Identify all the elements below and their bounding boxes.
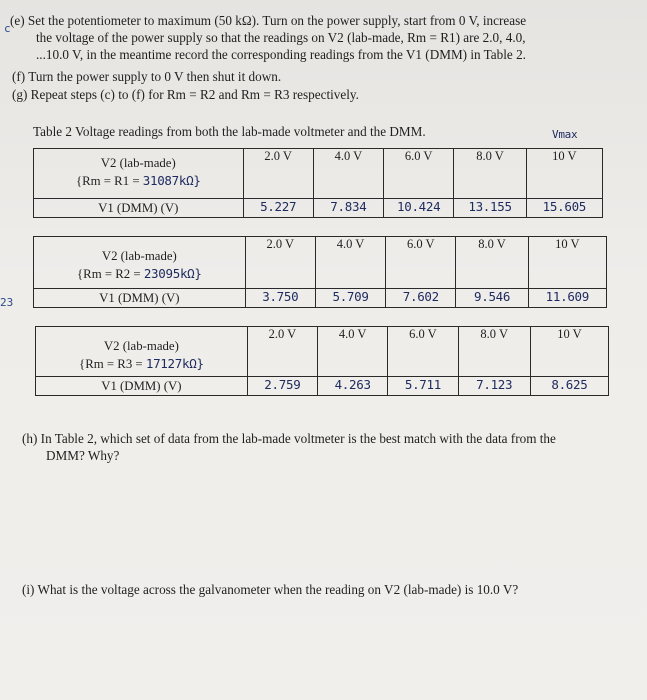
v1-cell: 8.625	[530, 377, 608, 396]
question-i: (i) What is the voltage across the galvanometer when the reading on V2 (lab-made) is 10.0 V?	[22, 582, 519, 597]
v1-cell: 5.711	[388, 377, 458, 396]
voltage-table-r1	[33, 148, 603, 218]
v2-cell: 8.0 V	[456, 237, 528, 289]
v2-cell: 4.0 V	[318, 327, 388, 377]
step-f: (f) Turn the power supply to 0 V then shut it down.	[12, 69, 282, 84]
table-r3-label-cell	[36, 327, 248, 377]
resistance-condition	[34, 172, 243, 190]
condition-printed: {Rm = R3 =	[79, 357, 143, 371]
step-e	[10, 12, 640, 63]
v2-cell: 10 V	[526, 149, 602, 199]
vmax-note: Vmax	[552, 128, 578, 141]
margin-mark-middle: 23	[0, 296, 14, 309]
v1-cell: 3.750	[245, 289, 315, 308]
resistance-condition	[34, 265, 245, 283]
question-h	[22, 430, 642, 464]
v1-cell: 7.123	[458, 377, 530, 396]
table-caption: Table 2 Voltage readings from both the lab-made voltmeter and the DMM.	[33, 124, 426, 139]
v1-cell: 5.709	[315, 289, 385, 308]
v1-cell: 4.263	[318, 377, 388, 396]
row-label-v2: V2 (lab-made)	[103, 339, 179, 353]
resistance-condition	[36, 355, 247, 373]
v1-cell: 2.759	[247, 377, 317, 396]
table-r1-label-cell	[34, 149, 244, 199]
step-e-line3: ...10.0 V, in the meantime record the corresponding readings from the V1 (DMM) in Table 2.	[36, 47, 526, 62]
voltage-table-r2	[33, 236, 607, 308]
step-g: (g) Repeat steps (c) to (f) for Rm = R2 and Rm = R3 respectively.	[12, 87, 359, 102]
v2-cell: 4.0 V	[315, 237, 385, 289]
row-label-v1: V1 (DMM) (V)	[34, 289, 246, 308]
v2-cell: 10 V	[530, 327, 608, 377]
v2-cell: 10 V	[528, 237, 606, 289]
question-h-line2: DMM? Why?	[46, 448, 120, 463]
condition-handwritten: 31087kΩ}	[142, 173, 201, 188]
v1-cell: 15.605	[526, 199, 602, 218]
v1-cell: 7.602	[386, 289, 456, 308]
v1-cell: 11.609	[528, 289, 606, 308]
v1-cell: 9.546	[456, 289, 528, 308]
v2-cell: 8.0 V	[454, 149, 526, 199]
row-label-v2: V2 (lab-made)	[101, 249, 177, 263]
condition-handwritten: 23095kΩ}	[143, 266, 202, 281]
condition-printed: {Rm = R1 =	[75, 174, 140, 188]
step-e-line2: the voltage of the power supply so that the readings on V2 (lab-made, Rm = R1) are 2.0, 4.0,	[36, 30, 526, 45]
table-r2-label-cell	[34, 237, 246, 289]
v2-cell: 6.0 V	[383, 149, 453, 199]
row-label-v1: V1 (DMM) (V)	[34, 199, 244, 218]
v2-cell: 4.0 V	[313, 149, 383, 199]
row-label-v1: V1 (DMM) (V)	[36, 377, 248, 396]
v1-cell: 7.834	[313, 199, 383, 218]
v2-cell: 6.0 V	[386, 237, 456, 289]
condition-handwritten: 17127kΩ}	[145, 356, 204, 371]
step-e-line1: (e) Set the potentiometer to maximum (50 kΩ). Turn on the power supply, start from 0 V, increase	[10, 13, 527, 28]
v2-cell: 8.0 V	[458, 327, 530, 377]
v2-cell: 2.0 V	[243, 149, 313, 199]
v2-cell: 2.0 V	[247, 327, 317, 377]
v1-cell: 10.424	[383, 199, 453, 218]
v2-cell: 6.0 V	[388, 327, 458, 377]
voltage-table-r3	[35, 326, 609, 396]
question-h-line1: (h) In Table 2, which set of data from the lab-made voltmeter is the best match with the data from the	[22, 431, 556, 446]
margin-mark-top: c	[4, 22, 11, 35]
v2-cell: 2.0 V	[245, 237, 315, 289]
v1-cell: 13.155	[454, 199, 526, 218]
row-label-v2: V2 (lab-made)	[100, 156, 176, 170]
condition-printed: {Rm = R2 =	[77, 267, 141, 281]
v1-cell: 5.227	[243, 199, 313, 218]
